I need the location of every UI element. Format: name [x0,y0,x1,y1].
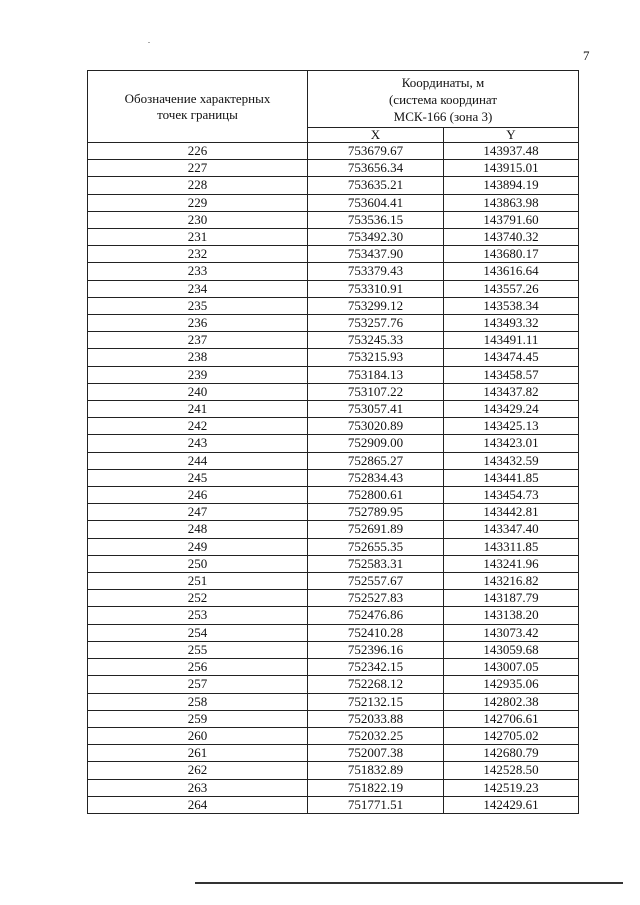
x-value-cell: 752396.16 [308,641,444,658]
point-id-cell: 264 [88,796,308,813]
y-value-cell: 142802.38 [444,693,579,710]
x-value-cell: 753437.90 [308,246,444,263]
x-value-cell: 751771.51 [308,796,444,813]
x-value-cell: 753245.33 [308,332,444,349]
point-id-cell: 253 [88,607,308,624]
point-id-cell: 262 [88,762,308,779]
y-value-cell: 142528.50 [444,762,579,779]
y-value-cell: 143454.73 [444,487,579,504]
table-row [88,143,579,160]
point-id-cell: 230 [88,211,308,228]
y-value-cell: 143059.68 [444,641,579,658]
x-value-cell: 752834.43 [308,469,444,486]
point-id-cell: 238 [88,349,308,366]
y-value-cell: 143915.01 [444,160,579,177]
x-value-cell: 753492.30 [308,229,444,246]
x-value-cell: 753020.89 [308,418,444,435]
x-value-cell: 752032.25 [308,727,444,744]
y-value-cell: 143616.64 [444,263,579,280]
y-value-cell: 143791.60 [444,211,579,228]
table-row [88,710,579,727]
x-value-cell: 753310.91 [308,280,444,297]
y-header: Y [444,128,579,143]
y-value-cell: 143557.26 [444,280,579,297]
x-value-cell: 753379.43 [308,263,444,280]
y-value-cell: 143442.81 [444,504,579,521]
y-value-cell: 143429.24 [444,401,579,418]
point-id-cell: 260 [88,727,308,744]
table-row [88,796,579,813]
y-value-cell: 143425.13 [444,418,579,435]
table-row [88,555,579,572]
x-value-cell: 753679.67 [308,143,444,160]
point-id-cell: 229 [88,194,308,211]
point-id-cell: 259 [88,710,308,727]
point-id-cell: 257 [88,676,308,693]
coordinates-header-line-1: Координаты, м [401,74,485,90]
table-body [88,143,579,814]
y-value-cell: 143073.42 [444,624,579,641]
point-id-cell: 249 [88,538,308,555]
y-value-cell: 143491.11 [444,332,579,349]
table-row [88,177,579,194]
x-value-cell: 752865.27 [308,452,444,469]
table-row [88,297,579,314]
table-row [88,693,579,710]
x-value-cell: 752909.00 [308,435,444,452]
points-label-text: Обозначение характерных точек границы [124,90,271,122]
table-row [88,366,579,383]
table-row [88,469,579,486]
table-row [88,280,579,297]
x-value-cell: 753057.41 [308,401,444,418]
x-value-cell: 753215.93 [308,349,444,366]
points-label-header [88,71,308,143]
table-row [88,745,579,762]
table-row [88,263,579,280]
y-value-cell: 143241.96 [444,555,579,572]
table-row [88,624,579,641]
y-value-cell: 143441.85 [444,469,579,486]
x-value-cell: 753257.76 [308,315,444,332]
x-value-cell: 752410.28 [308,624,444,641]
point-id-cell: 263 [88,779,308,796]
y-value-cell: 142935.06 [444,676,579,693]
point-id-cell: 255 [88,641,308,658]
scan-speck [148,42,150,43]
x-header: X [308,128,444,143]
point-id-cell: 251 [88,573,308,590]
x-value-cell: 752789.95 [308,504,444,521]
table-row [88,418,579,435]
table-row [88,229,579,246]
point-id-cell: 258 [88,693,308,710]
y-value-cell: 143863.98 [444,194,579,211]
point-id-cell: 227 [88,160,308,177]
y-value-cell: 143311.85 [444,538,579,555]
y-value-cell: 143437.82 [444,383,579,400]
y-value-cell: 143538.34 [444,297,579,314]
point-id-cell: 228 [88,177,308,194]
point-id-cell: 235 [88,297,308,314]
coordinates-header-line-3: МСК-166 (зона 3) [393,108,493,124]
table-row [88,762,579,779]
table-row [88,676,579,693]
point-id-cell: 232 [88,246,308,263]
table-row [88,641,579,658]
table-row [88,401,579,418]
y-value-cell: 143493.32 [444,315,579,332]
table-row [88,659,579,676]
y-value-cell: 143138.20 [444,607,579,624]
x-value-cell: 753604.41 [308,194,444,211]
table-row [88,211,579,228]
coordinates-header-line-2: (система координат [388,91,498,107]
point-id-cell: 246 [88,487,308,504]
y-value-cell: 143187.79 [444,590,579,607]
y-value-cell: 142519.23 [444,779,579,796]
table-row [88,573,579,590]
table-row [88,727,579,744]
table-row [88,160,579,177]
x-value-cell: 752132.15 [308,693,444,710]
point-id-cell: 247 [88,504,308,521]
x-value-cell: 752033.88 [308,710,444,727]
point-id-cell: 236 [88,315,308,332]
y-value-cell: 143937.48 [444,143,579,160]
y-value-cell: 142706.61 [444,710,579,727]
y-value-cell: 143474.45 [444,349,579,366]
coordinates-header [308,71,579,128]
table-row [88,590,579,607]
y-value-cell: 143347.40 [444,521,579,538]
x-value-cell: 753635.21 [308,177,444,194]
x-value-cell: 753656.34 [308,160,444,177]
point-id-cell: 240 [88,383,308,400]
y-value-cell: 143216.82 [444,573,579,590]
table-row [88,383,579,400]
x-value-cell: 753107.22 [308,383,444,400]
page-number: 7 [583,48,590,63]
footer-rule [195,882,623,884]
y-value-cell: 143680.17 [444,246,579,263]
coordinates-table [87,70,579,814]
x-value-cell: 753184.13 [308,366,444,383]
table-row [88,607,579,624]
table-row [88,452,579,469]
y-value-cell: 142705.02 [444,727,579,744]
x-value-cell: 752476.86 [308,607,444,624]
x-value-cell: 752655.35 [308,538,444,555]
point-id-cell: 256 [88,659,308,676]
x-value-cell: 752691.89 [308,521,444,538]
point-id-cell: 244 [88,452,308,469]
y-value-cell: 143740.32 [444,229,579,246]
point-id-cell: 245 [88,469,308,486]
x-value-cell: 752557.67 [308,573,444,590]
table-row [88,435,579,452]
x-value-cell: 752342.15 [308,659,444,676]
table-row [88,779,579,796]
x-value-cell: 752800.61 [308,487,444,504]
table-row [88,315,579,332]
x-value-cell: 753536.15 [308,211,444,228]
y-value-cell: 143423.01 [444,435,579,452]
x-value-cell: 752268.12 [308,676,444,693]
point-id-cell: 248 [88,521,308,538]
point-id-cell: 233 [88,263,308,280]
y-value-cell: 143007.05 [444,659,579,676]
y-value-cell: 143458.57 [444,366,579,383]
point-id-cell: 242 [88,418,308,435]
x-value-cell: 752007.38 [308,745,444,762]
x-value-cell: 752583.31 [308,555,444,572]
point-id-cell: 237 [88,332,308,349]
y-value-cell: 143894.19 [444,177,579,194]
table-row [88,332,579,349]
table-row [88,349,579,366]
point-id-cell: 250 [88,555,308,572]
x-value-cell: 751832.89 [308,762,444,779]
x-value-cell: 751822.19 [308,779,444,796]
x-value-cell: 752527.83 [308,590,444,607]
table-row [88,246,579,263]
point-id-cell: 241 [88,401,308,418]
point-id-cell: 234 [88,280,308,297]
y-value-cell: 142429.61 [444,796,579,813]
point-id-cell: 252 [88,590,308,607]
point-id-cell: 243 [88,435,308,452]
y-value-cell: 143432.59 [444,452,579,469]
point-id-cell: 226 [88,143,308,160]
point-id-cell: 261 [88,745,308,762]
table-row [88,194,579,211]
table-row [88,487,579,504]
table-row [88,521,579,538]
table-row [88,538,579,555]
point-id-cell: 254 [88,624,308,641]
table-row [88,504,579,521]
point-id-cell: 231 [88,229,308,246]
x-value-cell: 753299.12 [308,297,444,314]
point-id-cell: 239 [88,366,308,383]
y-value-cell: 142680.79 [444,745,579,762]
